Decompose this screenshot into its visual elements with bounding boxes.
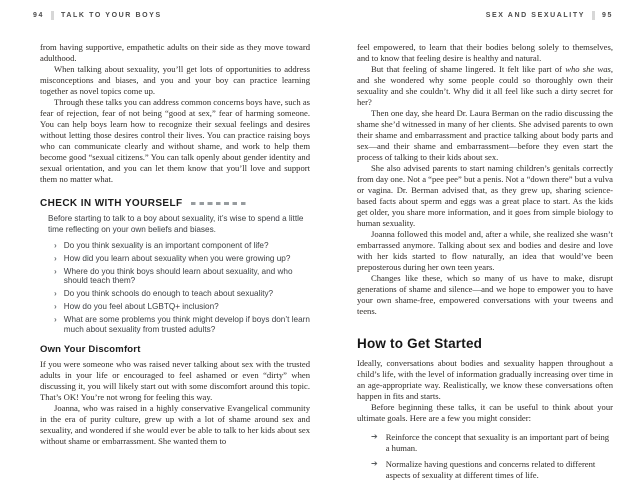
chevron-bullet-icon: ›: [54, 253, 57, 263]
paragraph: Joanna followed this model and, after a while, she realized she wasn’t embarrassed anymore. Talking about sex and bodies and desire and love with her kids started to flow naturally, an idea that would’ve been preposterous during her own teen years.: [357, 229, 613, 272]
paragraph: If you were someone who was raised never talking about sex with the trusted adults in your life or encouraged to feel ashamed or even “dirty” when discussing it, you will likely start out with some discomfort around this topic. That’s OK! You’re not wrong for feeling this way.: [40, 359, 310, 403]
paragraph: When talking about sexuality, you’ll get lots of opportunities to address misconceptions and biases, and you and your boy can practice learning together as novel topics come up.: [40, 64, 310, 96]
left-running-title: TALK TO YOUR BOYS: [61, 12, 162, 19]
left-page: [33, 0, 310, 480]
paragraph: Changes like these, which so many of us have to make, disrupt generations of shame and silence—and we hope to empower you to have your own shame-free, empowered conversations with your tweens and teens.: [357, 273, 613, 316]
question-list: [40, 241, 310, 334]
chevron-bullet-icon: ›: [54, 314, 57, 324]
paragraph: [357, 64, 613, 108]
list-item: [54, 302, 310, 312]
own-your-discomfort-heading: Own Your Discomfort: [40, 344, 141, 356]
list-item: [54, 241, 310, 251]
chevron-bullet-icon: ›: [54, 301, 57, 311]
question-text: How did you learn about sexuality when you were growing up?: [63, 253, 291, 263]
question-text: How do you feel about LGBTQ+ inclusion?: [63, 301, 219, 311]
paragraph: Joanna, who was raised in a highly conservative Evangelical community in the era of purity culture, grew up with a lot of shame around sex and sexuality, and wondered if she would ever be able to talk to her kids about sex without shame or embarrassment. She wanted them to: [40, 403, 310, 447]
list-item: [371, 432, 613, 453]
list-item: [54, 289, 310, 299]
question-text: Do you think sexuality is an important component of life?: [63, 241, 269, 250]
paragraph: feel empowered, to learn that their bodies belong solely to themselves, and to know that feeling desire is healthy and natural.: [357, 42, 613, 63]
left-page-number: 94: [33, 12, 44, 19]
paragraph-text: But that feeling of shame lingered. It felt like part of: [371, 64, 566, 74]
chevron-bullet-icon: ›: [54, 266, 57, 276]
right-running-head: [486, 11, 613, 20]
paragraph: Then one day, she heard Dr. Laura Berman on the radio discussing the shame she’d witnessed in many of her clients. She advised parents to own their shame and embarrassment and practice talking about body parts and sex—and their shame and embarrassment—before they even start the process of talking to their kids about sex.: [357, 108, 613, 162]
arrow-bullet-icon: ➔: [371, 432, 378, 441]
goal-list: [357, 432, 613, 480]
right-page-body: [357, 42, 613, 486]
right-page-number: 95: [602, 12, 613, 19]
chevron-bullet-icon: ›: [54, 289, 57, 299]
question-text: Do you think schools do enough to teach about sexuality?: [63, 289, 274, 299]
paragraph-text: , and she wondered why some people could so thoroughly own their sexuality and she couldn’t. Why did it all feel like such a dirty secret for her?: [357, 64, 613, 107]
right-running-title: SEX AND SEXUALITY: [485, 12, 585, 19]
list-item: [54, 267, 310, 287]
list-item: [371, 459, 613, 480]
question-text: What are some problems you think might develop if boys don’t learn much about sexuality from trusted adults?: [63, 314, 310, 334]
goal-text: Reinforce the concept that sexuality is an important part of being a human.: [385, 432, 610, 453]
check-in-intro: Before starting to talk to a boy about sexuality, it’s wise to spend a little time reflecting on your own beliefs and biases.: [48, 214, 304, 234]
header-divider-bar: [592, 11, 595, 20]
left-running-head: [33, 11, 162, 20]
header-divider-bar: [51, 11, 54, 20]
how-to-get-started-heading: How to Get Started: [357, 336, 483, 351]
paragraph: Through these talks you can address common concerns boys have, such as fear of rejection, fear of not being “good at sex,” fear of harming someone. You can help boys learn how to recognize their sexual feelings and desires without letting those desires control their lives. You can practice raising boys who can communicate clearly and without shame, and work to help them become good “sexual citizens.” You can talk openly about gender identity and sexual orientation, and you can let them know that you’ll love and support them no matter what.: [40, 97, 310, 184]
list-item: [54, 315, 310, 335]
dashed-rule: [191, 202, 249, 205]
question-text: Where do you think boys should learn about sexuality, and who should teach them?: [63, 266, 293, 286]
arrow-bullet-icon: ➔: [371, 459, 378, 468]
check-in-title: CHECK IN WITH YOURSELF: [40, 198, 183, 209]
list-item: [54, 254, 310, 264]
italic-phrase: who she was: [565, 64, 611, 74]
check-in-with-yourself-box: [40, 198, 310, 334]
chevron-bullet-icon: ›: [54, 241, 57, 250]
left-page-body: [40, 42, 310, 447]
paragraph: from having supportive, empathetic adults on their side as they move toward adulthood.: [40, 42, 310, 63]
paragraph: Before beginning these talks, it can be useful to think about your ultimate goals. Here are a few you might consider:: [357, 402, 613, 423]
paragraph: She also advised parents to start naming children’s genitals correctly from day one. Not a “pee pee” but a penis. Not a “down there” but a vulva or vagina. Dr. Berman advised that, as they grew up, sharing science-based facts about sperm and eggs was a great place to start. As the kids get older, you share more information, and it goes from simple biology to human sexuality.: [357, 163, 613, 228]
goal-text: Normalize having questions and concerns related to different aspects of sexuality at different times of life.: [385, 459, 596, 480]
paragraph: Ideally, conversations about bodies and sexuality happen throughout a child’s life, with the level of information gradually increasing over time in an age-appropriate way. Realistically, we know these conversations often happen in fits and starts.: [357, 358, 613, 401]
check-in-heading-row: [40, 198, 310, 209]
right-page: [357, 0, 613, 480]
